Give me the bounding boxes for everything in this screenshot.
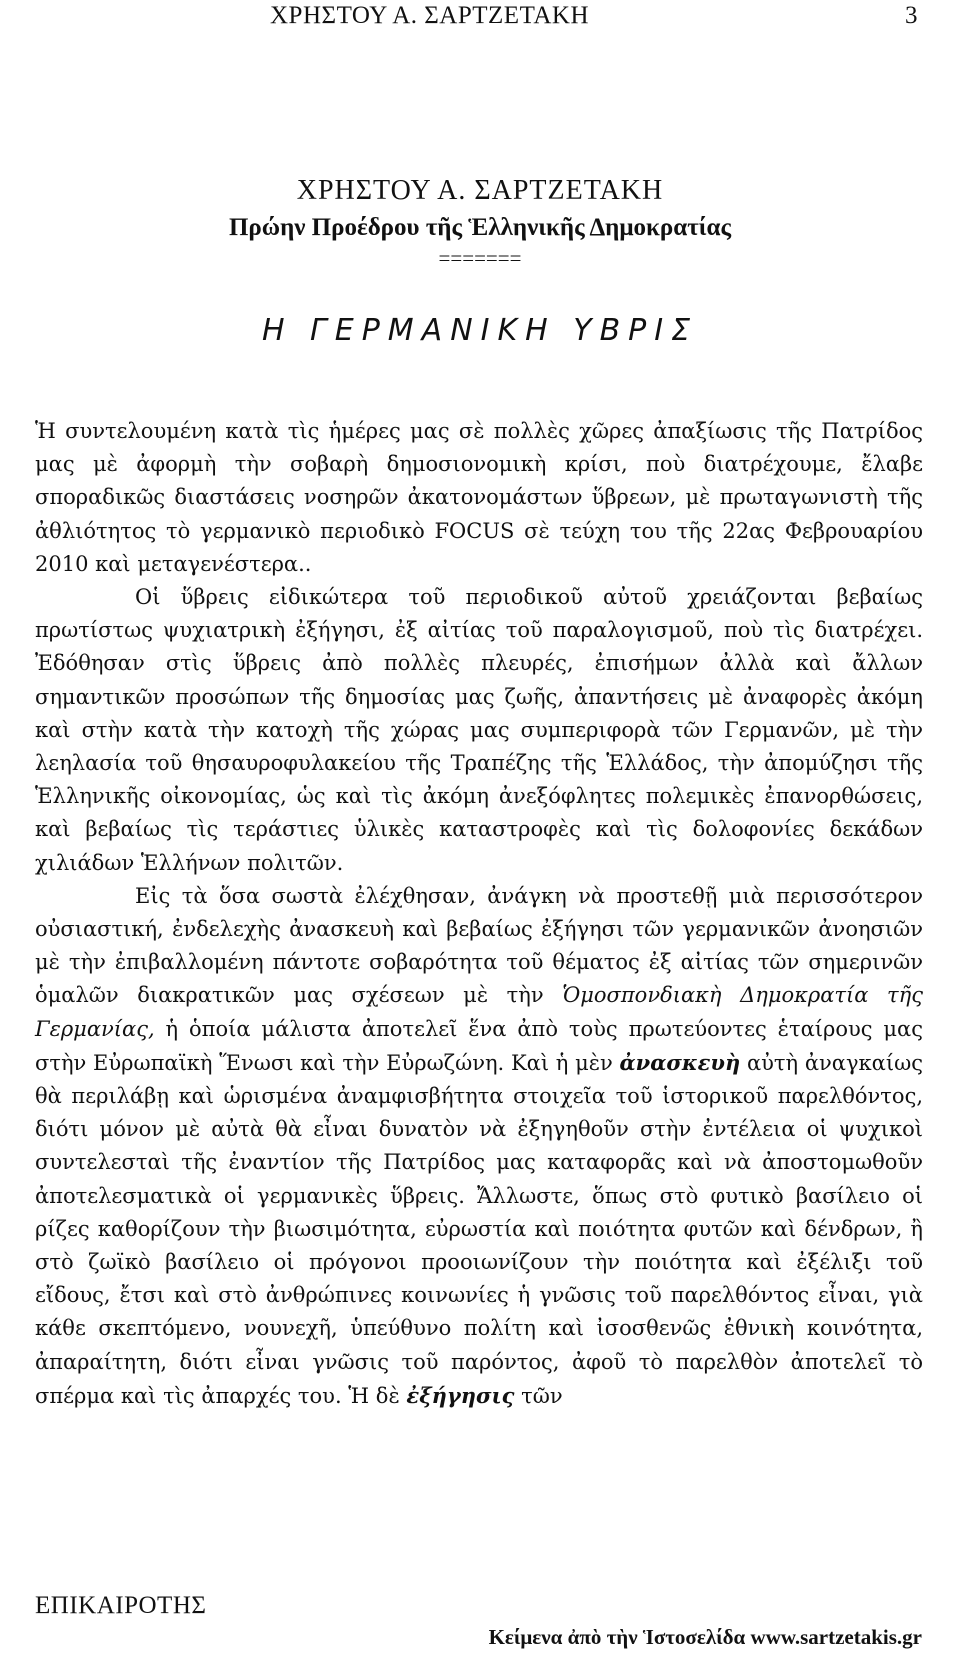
footer-right: Κείμενα ἀπὸ τὴν Ἱστοσελίδα www.sartzetakis.gr bbox=[488, 1625, 922, 1649]
paragraph-3-part-a: Εἰς τὰ ὅσα σωστὰ ἐλέχθησαν, ἀνάγκη νὰ προστεθῇ μιὰ περισσότερον οὐσιαστική, ἐνδελεχὴς ἀνασκευὴ καὶ βεβαίως ἐξήγησι τῶν γερμανικῶν ἀνοησιῶν μὲ τὴν ἐπιβαλλομένη πάντοτε σοβαρότητα τοῦ θέματος ἐξ αἰτίας τῶν σημερινῶν ὁμαλῶν διακρατικῶν μας σχέσεων μὲ τὴν bbox=[35, 883, 923, 1008]
running-header-title: ΧΡΗΣΤΟΥ Α. ΣΑΡΤΖΕΤΑΚΗ bbox=[270, 2, 589, 29]
running-header bbox=[0, 2, 960, 36]
emphasis-exigisis: ἐξήγησις bbox=[406, 1382, 515, 1408]
article-title: Η ΓΕΡΜΑΝΙΚΗ ΥΒΡΙΣ bbox=[261, 313, 699, 348]
title-block bbox=[0, 172, 960, 350]
footer-left: ΕΠΙΚΑΙΡΟΤΗΣ bbox=[35, 1592, 207, 1619]
paragraph-1: Ἡ συντελουμένη κατὰ τὶς ἡμέρες μας σὲ πολλὲς χῶρες ἀπαξίωσις τῆς Πατρίδος μας μὲ ἀφορμὴ τὴν σοβαρὴ δημοσιονομικὴ κρίσι, ποὺ διατρέχουμε, ἔλαβε σποραδικῶς διαστάσεις νοσηρῶν ἀκατονομάστων ὕβρεων, μὲ πρωταγωνιστὴ τῆς ἀθλιότητος τὸ γερμανικὸ περιοδικὸ FOCUS σὲ τεύχη του τῆς 22ας Φεβρουαρίου 2010 καὶ μεταγενέστερα.. bbox=[35, 419, 923, 576]
author-name: ΧΡΗΣΤΟΥ Α. ΣΑΡΤΖΕΤΑΚΗ bbox=[296, 175, 664, 206]
separator: ======= bbox=[438, 246, 522, 270]
paragraph-3-part-d: τῶν bbox=[521, 1383, 563, 1408]
author-office: Πρώην Προέδρου τῆς Ἑλληνικῆς Δημοκρατίας bbox=[228, 214, 732, 241]
paragraph-2: Οἱ ὕβρεις εἰδικώτερα τοῦ περιοδικοῦ αὐτοῦ χρειάζονται βεβαίως πρωτίστως ψυχιατρικὴ ἐξήγησι, ἐξ αἰτίας τοῦ παραλογισμοῦ, ποὺ τὶς διατρέχει. Ἐδόθησαν στὶς ὕβρεις ἀπὸ πολλὲς πλευρές, ἐπισήμων ἀλλὰ καὶ ἄλλων σημαντικῶν προσώπων τῆς δημοσίας μας ζωῆς, ἀπαντήσεις μὲ ἀναφορὲς ἀκόμη καὶ στὴν κατὰ τὴν κατοχὴ τῆς χώρας μας συμπεριφορὰ τῶν Γερμανῶν, μὲ τὴν λεηλασία τοῦ θησαυροφυλακείου τῆς Τραπέζης τῆς Ἑλλάδος, τὴν ἀπομύζησι τῆς Ἑλληνικῆς οἰκονομίας, ὡς καὶ τὶς ἀκόμη ἀνεξόφλητες πολεμικὲς ἐπανορθώσεις, καὶ βεβαίως τὶς τεράστιες ὑλικὲς καταστροφὲς καὶ τὶς δολοφονίες δεκάδων χιλιάδων Ἑλλήνων πολιτῶν. bbox=[35, 585, 923, 875]
emphasis-anaskeui: ἀνασκευὴ bbox=[619, 1049, 741, 1075]
page-number: 3 bbox=[905, 2, 918, 29]
paragraph-3-part-b: ἡ ὁποία μάλιστα ἀποτελεῖ ἕνα ἀπὸ τοὺς πρωτεύοντες ἑταίρους μας στὴν Εὐρωπαϊκὴ Ἕνωσι καὶ τὴν Εὐρωζώνη. Καὶ ἡ μὲν bbox=[35, 1016, 923, 1075]
paragraph-3 bbox=[35, 880, 923, 1413]
paragraph-3-part-c: αὐτὴ ἀναγκαίως θὰ περιλάβῃ καὶ ὡρισμένα ἀναμφισβήτητα στοιχεῖα τοῦ ἱστορικοῦ παρελθόντος, διότι μόνον μὲ αὐτὰ θὰ εἶναι δυνατὸν νὰ ἐξηγηθοῦν στὴν ἐντέλεια οἱ ψυχικοὶ συντελεσταὶ τῆς ἐναντίον τῆς Πατρίδος μας καταφορᾶς καὶ νὰ ἀποστομωθοῦν ἀποτελεσματικὰ οἱ γερμανικὲς ὕβρεις. Ἄλλωστε, ὅπως στὸ φυτικὸ βασίλειο οἱ ρίζες καθορίζουν τὴν βιωσιμότητα, εὐρωστία καὶ ποιότητα φυτῶν καὶ δένδρων, ἢ στὸ ζωϊκὸ βασίλειο οἱ πρόγονοι προοιωνίζουν τὴν ποιότητα καὶ ἐξέλιξι τοῦ εἴδους, ἔτσι καὶ στὸ ἀνθρώπινες κοινωνίες ἡ γνῶσις τοῦ παρελθόντος εἶναι, γιὰ κάθε σκεπτόμενο, νουνεχῆ, ὑπεύθυνο πολίτη καὶ ἰσοσθενῶς ἐθνικὴ κοινότητα, ἀπαραίτητη, διότι εἶναι γνῶσις τοῦ παρόντος, ἀφοῦ τὸ παρελθὸν ἀποτελεῖ τὸ σπέρμα καὶ τὶς ἀπαρχές του. Ἡ δὲ bbox=[35, 1050, 923, 1408]
paragraph-3-italic: Ὁμοσπονδιακὴ Δημοκρατία τῆς Γερμανίας, bbox=[35, 983, 923, 1041]
article-body bbox=[35, 415, 923, 1413]
